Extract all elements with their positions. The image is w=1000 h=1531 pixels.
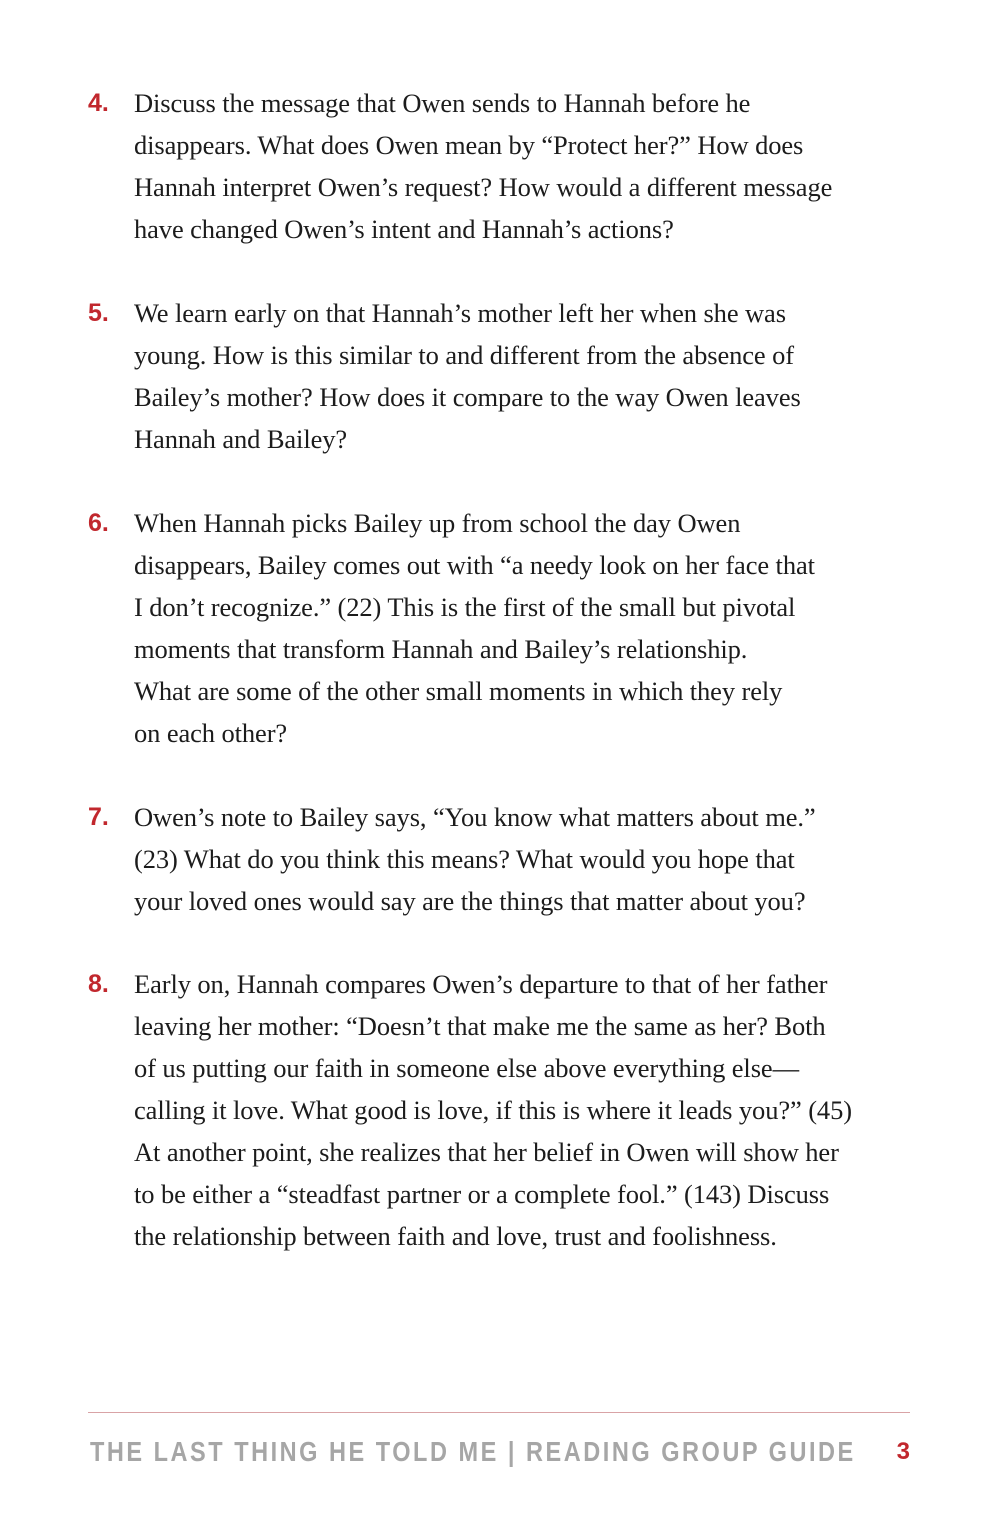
question-number: 7. xyxy=(88,803,109,831)
text-line: disappears. What does Owen mean by “Protect her?” How does xyxy=(134,130,804,160)
question-number: 5. xyxy=(88,299,109,327)
text-line: to be either a “steadfast partner or a complete fool.” (143) Discuss xyxy=(134,1179,830,1209)
text-line: What are some of the other small moments in which they rely xyxy=(134,676,783,706)
question-text xyxy=(134,292,918,460)
question-number: 8. xyxy=(88,970,109,998)
question-5 xyxy=(88,292,918,460)
footer-divider xyxy=(88,1412,910,1413)
text-line: young. How is this similar to and different from the absence of xyxy=(134,340,794,370)
text-line: your loved ones would say are the things that matter about you? xyxy=(134,886,806,916)
footer-title: THE LAST THING HE TOLD ME | READING GROUP GUIDE xyxy=(90,1436,856,1467)
text-line: At another point, she realizes that her belief in Owen will show her xyxy=(134,1137,839,1167)
question-8 xyxy=(88,963,918,1257)
question-6 xyxy=(88,502,918,754)
text-line: I don’t recognize.” (22) This is the first of the small but pivotal xyxy=(134,592,796,622)
page-number: 3 xyxy=(896,1438,910,1465)
text-line: leaving her mother: “Doesn’t that make me the same as her? Both xyxy=(134,1011,826,1041)
text-line: Bailey’s mother? How does it compare to the way Owen leaves xyxy=(134,382,801,412)
text-line: have changed Owen’s intent and Hannah’s actions? xyxy=(134,214,674,244)
question-text xyxy=(134,82,918,250)
text-line: of us putting our faith in someone else above everything else— xyxy=(134,1053,799,1083)
text-line: Hannah interpret Owen’s request? How would a different message xyxy=(134,172,833,202)
text-line: Hannah and Bailey? xyxy=(134,424,348,454)
text-line: on each other? xyxy=(134,718,288,748)
question-4 xyxy=(88,82,918,250)
text-line: the relationship between faith and love, trust and foolishness. xyxy=(134,1221,777,1251)
question-number: 4. xyxy=(88,89,109,117)
question-7 xyxy=(88,796,918,922)
question-number: 6. xyxy=(88,509,109,537)
text-line: Discuss the message that Owen sends to Hannah before he xyxy=(134,88,751,118)
text-line: moments that transform Hannah and Bailey’s relationship. xyxy=(134,634,748,664)
text-line: calling it love. What good is love, if this is where it leads you?” (45) xyxy=(134,1095,852,1125)
text-line: disappears, Bailey comes out with “a needy look on her face that xyxy=(134,550,815,580)
text-line: Owen’s note to Bailey says, “You know what matters about me.” xyxy=(134,802,816,832)
text-line: When Hannah picks Bailey up from school the day Owen xyxy=(134,508,741,538)
text-line: (23) What do you think this means? What would you hope that xyxy=(134,844,795,874)
text-line: We learn early on that Hannah’s mother left her when she was xyxy=(134,298,786,328)
question-text xyxy=(134,502,918,754)
question-text xyxy=(134,796,918,922)
text-line: Early on, Hannah compares Owen’s departure to that of her father xyxy=(134,969,828,999)
question-text xyxy=(134,963,918,1257)
